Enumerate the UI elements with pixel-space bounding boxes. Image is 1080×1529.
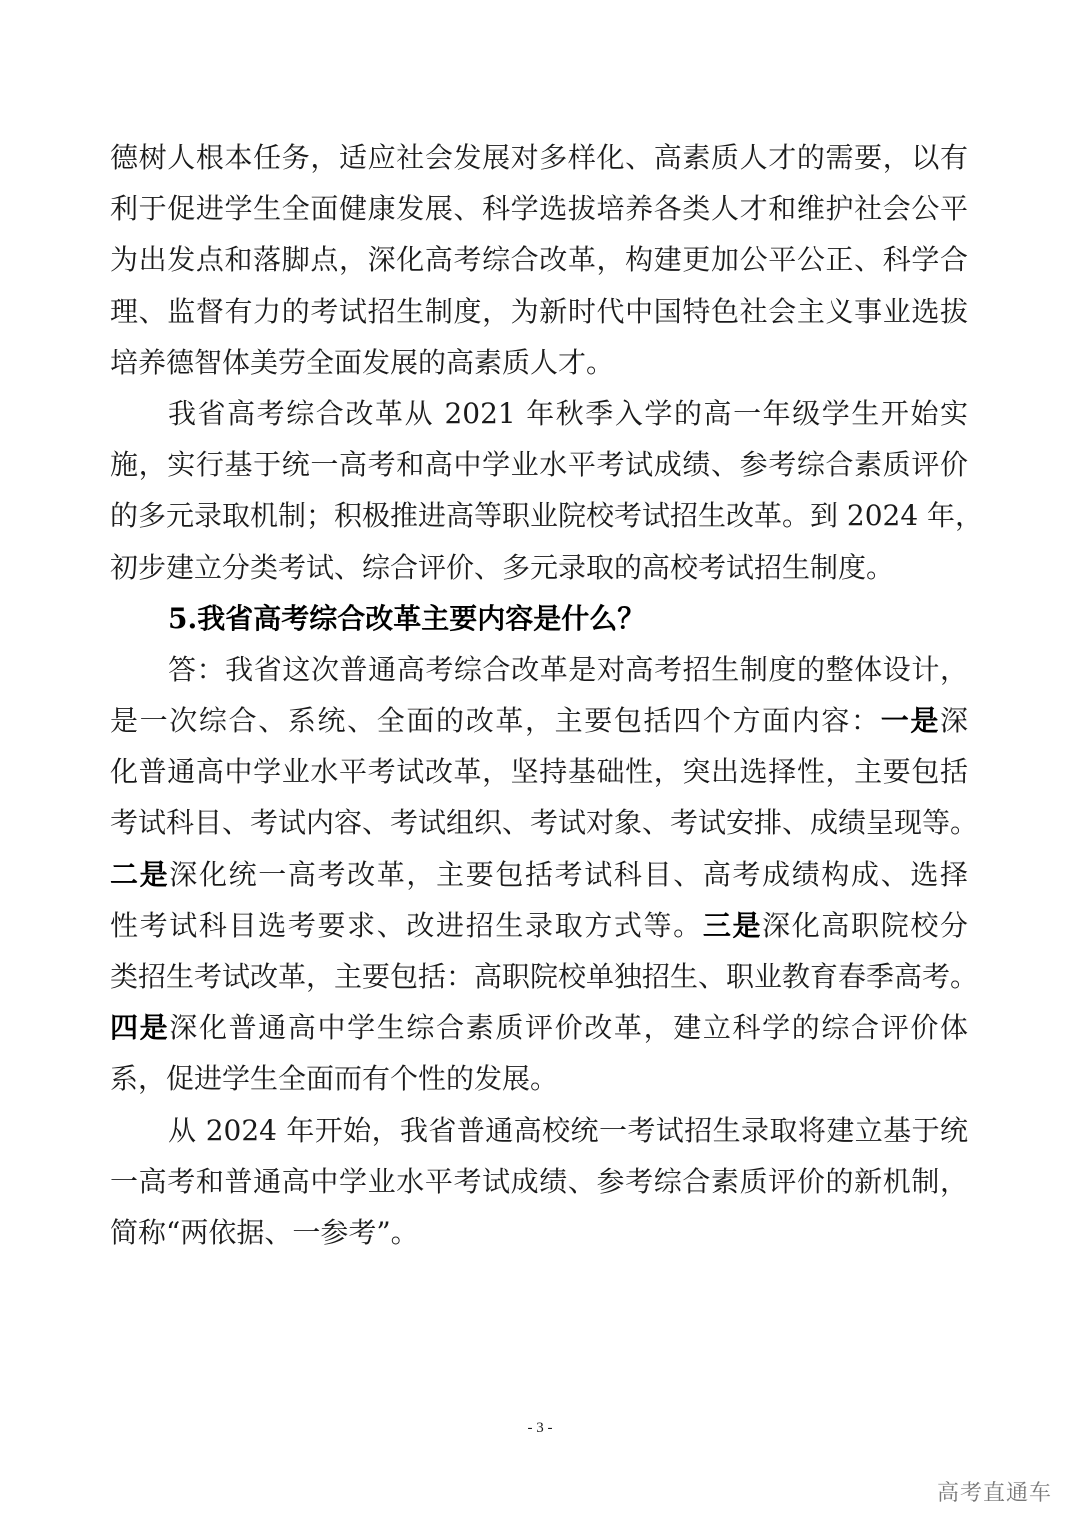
- text-segment: 系，促进学生全面而有个性的发展。: [110, 1062, 559, 1096]
- text-line: [110, 803, 979, 854]
- text-line: [110, 496, 984, 547]
- text-line: [110, 343, 968, 394]
- text-segment: 德树人根本任务，适应社会发展对多样化、高素质人才的需要，以有: [110, 141, 968, 174]
- text-line: [110, 138, 968, 189]
- text-line: [110, 292, 968, 343]
- text-segment: 考试科目、考试内容、考试组织、考试对象、考试安排、成绩呈现等。: [110, 806, 979, 840]
- text-segment: 我省高考综合改革从 2021 年秋季入学的高一年级学生开始实: [168, 396, 968, 430]
- text-segment: 深化普通高中学生综合素质评价改革，建立科学的综合评价体: [169, 1011, 968, 1045]
- text-line: [110, 1008, 968, 1059]
- bold-text: 5.我省高考综合改革主要内容是什么？: [168, 601, 646, 635]
- text-segment: 类招生考试改革，主要包括：高职院校单独招生、职业教育春季高考。: [110, 960, 979, 993]
- text-segment: 深化统一高考改革，主要包括考试科目、高考成绩构成、选择: [169, 857, 968, 891]
- text-segment: 一高考和普通高中学业水平考试成绩、参考综合素质评价的新机制，: [110, 1164, 968, 1198]
- text-segment: 为出发点和落脚点，深化高考综合改革，构建更加公平公正、科学合: [110, 243, 968, 277]
- section-heading: [110, 599, 968, 650]
- text-line: [110, 189, 968, 240]
- bold-text: 一是: [880, 704, 940, 738]
- text-segment: 培养德智体美劳全面发展的高素质人才。: [110, 345, 615, 379]
- text-segment: 性考试科目选考要求、改进招生录取方式等。: [110, 908, 703, 942]
- text-segment: 从 2024 年开始，我省普通高校统一考试招生录取将建立基于统: [168, 1113, 968, 1147]
- text-line: [110, 855, 968, 906]
- bold-text: 四是: [110, 1011, 170, 1045]
- text-line: [110, 752, 968, 803]
- text-segment: 化普通高中学业水平考试改革，坚持基础性，突出选择性，主要包括: [110, 755, 968, 789]
- text-segment: 是一次综合、系统、全面的改革，主要包括四个方面内容：: [110, 704, 881, 738]
- text-line: [110, 957, 979, 1008]
- text-line: [110, 650, 968, 701]
- text-segment: 施，实行基于统一高考和高中学业水平考试成绩、参考综合素质评价: [110, 448, 968, 482]
- text-segment: 深化高职院校分: [762, 908, 968, 942]
- page-number: - 3 -: [527, 1420, 553, 1436]
- text-line: [110, 1059, 968, 1110]
- text-line: [110, 1162, 968, 1213]
- text-line: [110, 1213, 968, 1264]
- text-segment: 深: [939, 704, 968, 738]
- watermark: 高考直通车: [936, 1480, 1052, 1505]
- text-line: [110, 906, 968, 957]
- bold-text: 二是: [110, 857, 170, 891]
- bold-text: 三是: [702, 908, 763, 942]
- text-line: [110, 701, 968, 752]
- text-line: [110, 548, 968, 599]
- text-segment: 利于促进学生全面健康发展、科学选拔培养各类人才和维护社会公平: [110, 192, 968, 226]
- text-line: [110, 445, 968, 496]
- text-line: [110, 394, 968, 445]
- text-segment: 简称“两依据、一参考”。: [110, 1215, 419, 1249]
- text-line: [110, 1111, 968, 1162]
- document-body: [110, 138, 984, 1264]
- text-segment: 初步建立分类考试、综合评价、多元录取的高校考试招生制度。: [110, 550, 895, 584]
- text-segment: 答：我省这次普通高考综合改革是对高考招生制度的整体设计，: [168, 652, 968, 686]
- text-segment: 理、监督有力的考试招生制度，为新时代中国特色社会主义事业选拔: [110, 294, 968, 328]
- text-line: [110, 240, 968, 291]
- text-segment: 的多元录取机制；积极推进高等职业院校考试招生改革。到 2024 年，: [110, 499, 984, 533]
